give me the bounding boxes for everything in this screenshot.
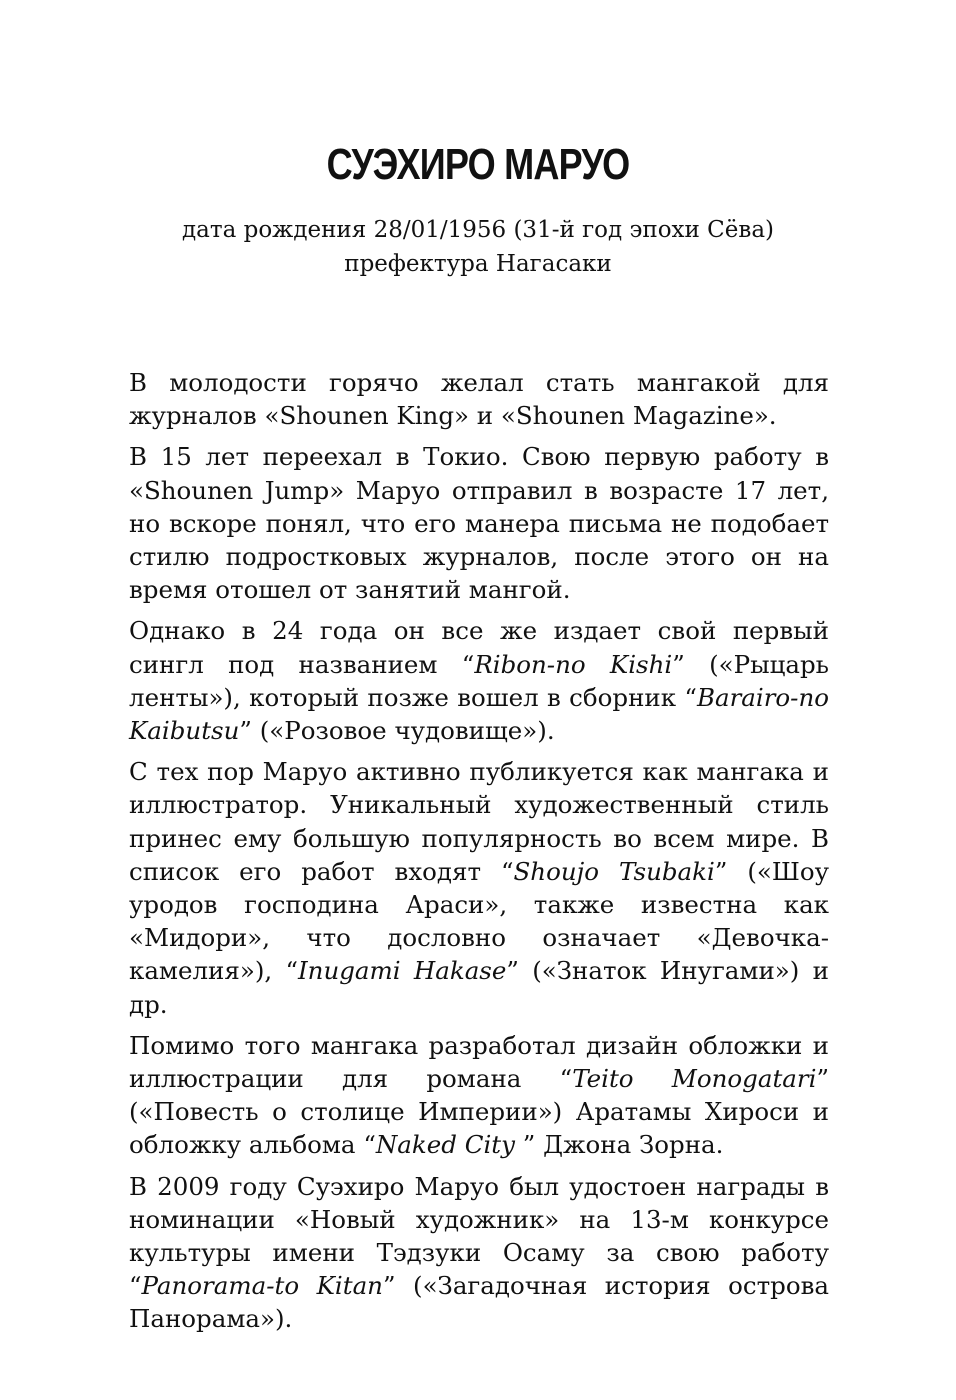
paragraph-5: Помимо того мангака разработал дизайн обложки и иллюстрации для романа “Teito Monogatari” («Повесть о столице Империи») Аратамы Хироси и обложку альбома “Naked City ” Джона Зорна.: [129, 1030, 829, 1160]
page-title: СУЭХИРО МАРУО: [326, 140, 630, 189]
work-title: Ribon-no Kishi: [474, 649, 673, 679]
work-title: Shoujo Tsubaki: [513, 856, 715, 886]
paragraph-3: Однако в 24 года он все же издает свой первый сингл под названием “Ribon-no Kishi” («Рыцарь ленты»), который позже вошел в сборник “Barairo-no Kaibutsu” («Розовое чудовище»).: [129, 616, 829, 746]
work-title: Panorama-to Kitan: [141, 1271, 383, 1301]
work-title: Naked City: [375, 1130, 515, 1160]
work-title: Barairo-no Kaibutsu: [129, 682, 829, 746]
work-title: Inugami Hakase: [297, 956, 507, 986]
work-title: Teito Monogatari: [572, 1064, 817, 1094]
biography-text: [129, 366, 829, 1344]
paragraph-4: С тех пор Маруо активно публикуется как мангака и иллюстратор. Уникальный художественный стиль принес ему большую популярность во всем мире. В список его работ входят “Shoujo Tsubaki” («Шоу уродов господина Араси», также известна как «Мидори», что дословно означает «Девочка-камелия»), “Inugami Hakase” («Знаток Инугами») и др.: [129, 757, 830, 1019]
paragraph-2: В 15 лет переехал в Токио. Свою первую работу в «Shounen Jump» Маруо отправил в возрасте 17 лет, но вскоре понял, что его манера письма не подобает стилю подростковых журналов, после этого он на время отошел от занятий мангой.: [129, 442, 829, 605]
paragraph-1: В молодости горячо желал стать мангакой для журналов «Shounen King» и «Shounen Magazine».: [129, 368, 829, 431]
birth-date-line: дата рождения 28/01/1956 (31-й год эпохи Сёва): [181, 217, 774, 243]
paragraph-6: В 2009 году Суэхиро Маруо был удостоен награды в номинации «Новый художник» на 13-м конкурсе культуры имени Тэдзуки Осаму за свою работу “Panorama-to Kitan” («Загадочная история острова Панорама»).: [129, 1171, 829, 1334]
prefecture-line: префектура Нагасаки: [344, 251, 612, 277]
author-info: [0, 213, 956, 281]
